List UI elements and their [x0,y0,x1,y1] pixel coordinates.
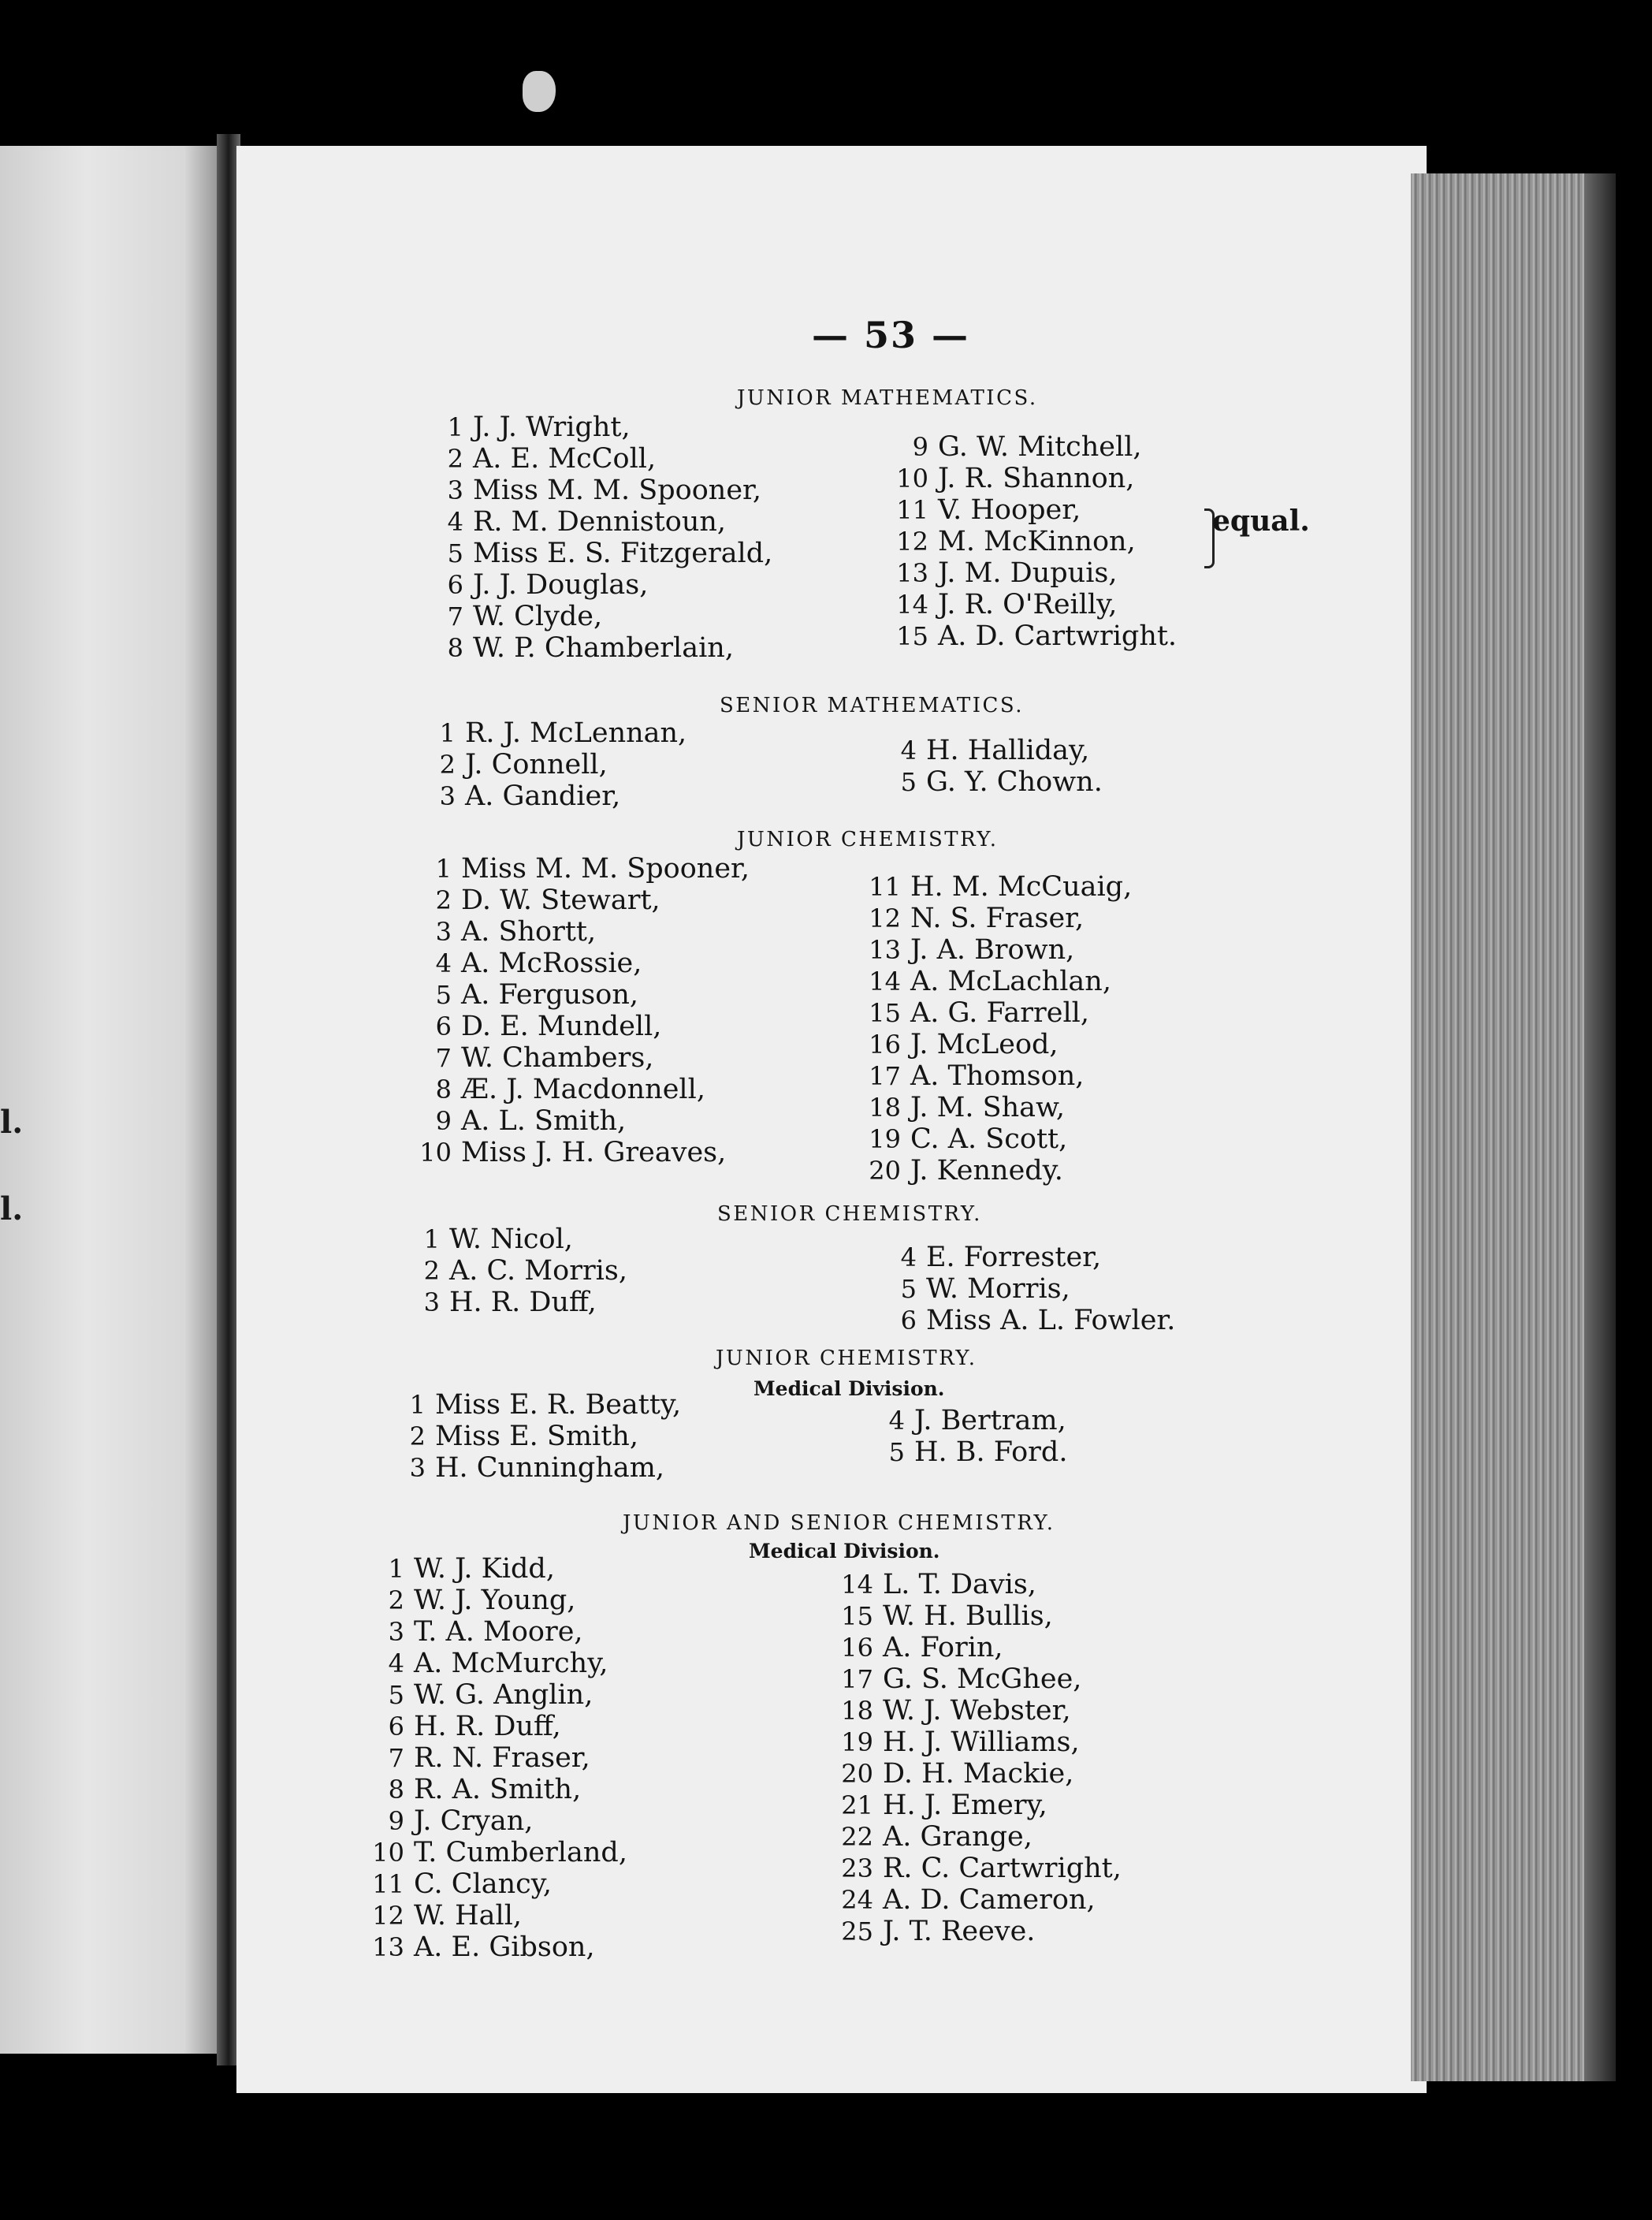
rank-number: 1 [435,854,452,884]
rank-number: 12 [372,1901,404,1931]
page-edges [1411,173,1600,2081]
name-column-right [835,1569,1122,1947]
list-item [879,1242,1175,1273]
rank-number: 8 [447,633,463,663]
student-name: J. J. Wright, [473,412,631,443]
student-name: E. Forrester, [926,1242,1102,1273]
student-name: A. E. McColl, [473,443,657,475]
student-name: A. Ferguson, [461,979,638,1011]
student-name: Miss A. L. Fowler. [926,1305,1176,1336]
rank-number: 25 [841,1916,873,1946]
rank-number: 17 [841,1664,873,1694]
page-number: — 53 — [812,314,970,356]
section-heading: JUNIOR CHEMISTRY. [716,1347,977,1370]
section-heading: SENIOR CHEMISTRY. [717,1202,982,1226]
rank-number: 21 [841,1790,873,1820]
rank-number: 2 [409,1421,426,1451]
student-name: J. A. Brown, [910,934,1075,966]
list-item [366,1931,627,1963]
rank-number: 5 [388,1680,404,1710]
student-name: J. M. Shaw, [910,1092,1065,1123]
student-name: Miss E. S. Fitzgerald, [473,538,773,569]
list-item [835,1853,1122,1884]
rank-number: 3 [439,781,456,811]
student-name: A. D. Cameron, [883,1884,1096,1916]
rank-number: 13 [896,558,928,588]
list-item [414,948,750,979]
list-item [891,620,1177,652]
student-name: A. E. Gibson, [414,1931,595,1963]
list-item [863,997,1132,1029]
list-item [863,1029,1132,1060]
rank-number: 9 [388,1806,404,1836]
list-item [835,1916,1122,1947]
list-item [835,1884,1122,1916]
rank-number: 14 [869,967,901,996]
list-item [418,749,686,780]
list-item [366,1585,627,1616]
list-item [388,1421,681,1452]
equal-note: equal. [1212,505,1310,538]
list-item [863,903,1132,934]
section-heading: JUNIOR MATHEMATICS. [737,386,1038,410]
student-name: V. Hooper, [938,494,1081,526]
rank-number: 7 [447,602,463,631]
list-item [366,1774,627,1805]
student-name: A. Gandier, [465,780,621,812]
student-name: N. S. Fraser, [910,903,1085,934]
list-item [402,1224,627,1255]
list-item [414,916,750,948]
section-subheading: Medical Division. [753,1377,945,1400]
list-item [835,1790,1122,1821]
rank-number: 15 [896,621,928,651]
name-column-left [388,1389,681,1484]
student-name: W. G. Anglin, [414,1679,593,1711]
rank-number: 1 [388,1554,404,1584]
list-item [426,412,772,443]
student-name: R. N. Fraser, [414,1742,590,1774]
rank-number: 6 [900,1306,917,1335]
list-item [891,463,1177,494]
rank-number: 19 [841,1727,873,1757]
list-item [426,538,772,569]
list-item [414,853,750,885]
student-name: R. J. McLennan, [465,717,687,749]
student-name: W. Morris, [926,1273,1070,1305]
list-item [414,1105,750,1137]
student-name: J. R. Shannon, [938,463,1135,494]
list-item [891,557,1177,589]
student-name: A. L. Smith, [461,1105,627,1137]
list-item [414,1042,750,1074]
student-name: A. McRossie, [461,948,642,979]
list-item [863,871,1132,903]
rank-number: 19 [869,1124,901,1154]
student-name: A. C. Morris, [449,1255,627,1287]
student-name: D. H. Mackie, [883,1758,1074,1790]
rank-number: 4 [447,507,463,537]
student-name: A. Shortt, [461,916,597,948]
student-name: H. R. Duff, [449,1287,597,1318]
page-edge-shadow [1584,173,1616,2081]
student-name: H. R. Duff, [414,1711,561,1742]
rank-number: 17 [869,1061,901,1091]
list-item [366,1553,627,1585]
left-page-text-fragment: l. [0,1190,24,1227]
student-name: D. E. Mundell, [461,1011,662,1042]
student-name: W. J. Kidd, [414,1553,555,1585]
name-column-right [867,1405,1067,1468]
student-name: H. Halliday, [926,735,1090,766]
rank-number: 24 [841,1885,873,1915]
list-item [835,1632,1122,1663]
rank-number: 10 [419,1138,452,1168]
list-item [388,1389,681,1421]
rank-number: 6 [447,570,463,600]
rank-number: 11 [869,872,901,902]
student-name: A. G. Farrell, [910,997,1089,1029]
student-name: C. Clancy, [414,1868,553,1900]
rank-number: 12 [896,527,928,557]
rank-number: 6 [388,1712,404,1741]
rank-number: 1 [423,1224,440,1254]
rank-number: 14 [896,590,928,620]
list-item [402,1287,627,1318]
rank-number: 7 [388,1743,404,1773]
rank-number: 6 [435,1011,452,1041]
student-name: W. P. Chamberlain, [473,632,734,664]
list-item [879,1305,1175,1336]
student-name: A. D. Cartwright. [938,620,1178,652]
list-item [867,1436,1067,1468]
name-column-right [891,431,1177,652]
list-item [418,780,686,812]
left-page-fragment [0,146,217,2054]
rank-number: 8 [388,1775,404,1805]
rank-number: 4 [900,736,917,765]
rank-number: 5 [900,1274,917,1304]
rank-number: 1 [447,412,463,442]
list-item [366,1742,627,1774]
student-name: R. M. Dennistoun, [473,506,727,538]
list-item [863,1155,1132,1186]
student-name: W. Chambers, [461,1042,654,1074]
rank-number: 3 [447,475,463,505]
rank-number: 5 [447,538,463,568]
student-name: A. Grange, [883,1821,1032,1853]
student-name: D. W. Stewart, [461,885,660,916]
rank-number: 23 [841,1853,873,1883]
list-item [863,1123,1132,1155]
list-item [418,717,686,749]
rank-number: 3 [409,1453,426,1483]
student-name: J. M. Dupuis, [938,557,1118,589]
student-name: H. Cunningham, [435,1452,665,1484]
list-item [835,1726,1122,1758]
list-item [863,1060,1132,1092]
rank-number: 7 [435,1043,452,1073]
name-column-right [879,735,1103,798]
rank-number: 11 [896,495,928,525]
rank-number: 10 [372,1838,404,1868]
list-item [366,1805,627,1837]
student-name: M. McKinnon, [938,526,1136,557]
name-column-left [418,717,686,812]
student-name: Miss M. M. Spooner, [461,853,750,885]
student-name: G. S. McGhee, [883,1663,1082,1695]
student-name: G. Y. Chown. [926,766,1103,798]
student-name: G. W. Mitchell, [938,431,1142,463]
student-name: W. H. Bullis, [883,1600,1053,1632]
rank-number: 20 [869,1156,901,1186]
student-name: J. Cryan, [414,1805,534,1837]
student-name: W. J. Young, [414,1585,576,1616]
student-name: A. Forin, [883,1632,1003,1663]
section-subheading: Medical Division. [749,1540,940,1563]
name-column-left [426,412,772,664]
rank-number: 15 [869,998,901,1028]
rank-number: 4 [888,1406,905,1436]
student-name: J. J. Douglas, [473,569,649,601]
list-item [835,1600,1122,1632]
list-item [835,1821,1122,1853]
rank-number: 12 [869,903,901,933]
list-item [426,601,772,632]
list-item [891,526,1177,557]
rank-number: 4 [900,1242,917,1272]
student-name: A. Thomson, [910,1060,1085,1092]
list-item [835,1663,1122,1695]
student-name: Miss J. H. Greaves, [461,1137,727,1168]
list-item [426,569,772,601]
student-name: W. Nicol, [449,1224,573,1255]
section-heading: SENIOR MATHEMATICS. [720,694,1025,717]
student-name: A. McMurchy, [414,1648,608,1679]
rank-number: 5 [888,1437,905,1467]
rank-number: 4 [388,1648,404,1678]
list-item [366,1837,627,1868]
student-name: J. Connell, [465,749,608,780]
list-item [366,1648,627,1679]
student-name: J. McLeod, [910,1029,1059,1060]
student-name: W. J. Webster, [883,1695,1071,1726]
student-name: W. Clyde, [473,601,603,632]
list-item [414,1011,750,1042]
name-column-right [879,1242,1175,1336]
student-name: R. C. Cartwright, [883,1853,1122,1884]
rank-number: 15 [841,1601,873,1631]
list-item [426,632,772,664]
list-item [388,1452,681,1484]
list-item [426,475,772,506]
rank-number: 1 [439,718,456,748]
rank-number: 2 [388,1585,404,1615]
list-item [891,431,1177,463]
name-column-left [366,1553,627,1963]
list-item [366,1868,627,1900]
rank-number: 13 [372,1932,404,1962]
student-name: J. Kennedy. [910,1155,1063,1186]
list-item [879,1273,1175,1305]
student-name: H. J. Emery, [883,1790,1047,1821]
rank-number: 5 [435,980,452,1010]
rank-number: 16 [869,1030,901,1060]
ink-blot [523,71,556,112]
list-item [366,1616,627,1648]
rank-number: 14 [841,1570,873,1600]
rank-number: 18 [869,1093,901,1123]
list-item [879,735,1103,766]
section-heading: JUNIOR AND SENIOR CHEMISTRY. [623,1511,1055,1535]
student-name: A. McLachlan, [910,966,1111,997]
list-item [402,1255,627,1287]
list-item [891,589,1177,620]
rank-number: 2 [447,444,463,474]
list-item [366,1900,627,1931]
rank-number: 9 [435,1106,452,1136]
list-item [863,966,1132,997]
list-item [835,1758,1122,1790]
list-item [366,1679,627,1711]
rank-number: 3 [435,917,452,947]
list-item [414,885,750,916]
rank-number: 4 [435,948,452,978]
rank-number: 20 [841,1759,873,1789]
list-item [426,443,772,475]
list-item [414,979,750,1011]
rank-number: 3 [423,1287,440,1317]
student-name: H. B. Ford. [914,1436,1068,1468]
list-item [891,494,1177,526]
rank-number: 16 [841,1633,873,1663]
left-page-text-fragment: l. [0,1104,24,1141]
rank-number: 10 [896,464,928,494]
rank-number: 8 [435,1075,452,1104]
list-item [414,1137,750,1168]
rank-number: 2 [435,885,452,915]
rank-number: 9 [912,432,928,462]
list-item [835,1695,1122,1726]
rank-number: 11 [372,1869,404,1899]
rank-number: 2 [423,1256,440,1286]
rank-number: 13 [869,935,901,965]
list-item [426,506,772,538]
name-column-left [414,853,750,1168]
student-name: J. R. O'Reilly, [938,589,1118,620]
student-name: R. A. Smith, [414,1774,582,1805]
rank-number: 2 [439,750,456,780]
student-name: H. M. McCuaig, [910,871,1133,903]
list-item [414,1074,750,1105]
rank-number: 3 [388,1617,404,1647]
student-name: L. T. Davis, [883,1569,1036,1600]
student-name: Æ. J. Macdonnell, [461,1074,705,1105]
section-heading: JUNIOR CHEMISTRY. [737,828,999,851]
name-column-right [863,871,1132,1186]
rank-number: 5 [900,767,917,797]
list-item [835,1569,1122,1600]
student-name: H. J. Williams, [883,1726,1080,1758]
rank-number: 18 [841,1696,873,1726]
list-item [879,766,1103,798]
list-item [867,1405,1067,1436]
student-name: T. Cumberland, [414,1837,627,1868]
student-name: T. A. Moore, [414,1616,583,1648]
student-name: J. T. Reeve. [883,1916,1036,1947]
student-name: Miss M. M. Spooner, [473,475,762,506]
student-name: Miss E. R. Beatty, [435,1389,682,1421]
list-item [863,1092,1132,1123]
rank-number: 22 [841,1822,873,1852]
student-name: C. A. Scott, [910,1123,1068,1155]
list-item [863,934,1132,966]
list-item [366,1711,627,1742]
name-column-left [402,1224,627,1318]
student-name: Miss E. Smith, [435,1421,638,1452]
rank-number: 1 [409,1390,426,1420]
student-name: J. Bertram, [914,1405,1066,1436]
student-name: W. Hall, [414,1900,523,1931]
